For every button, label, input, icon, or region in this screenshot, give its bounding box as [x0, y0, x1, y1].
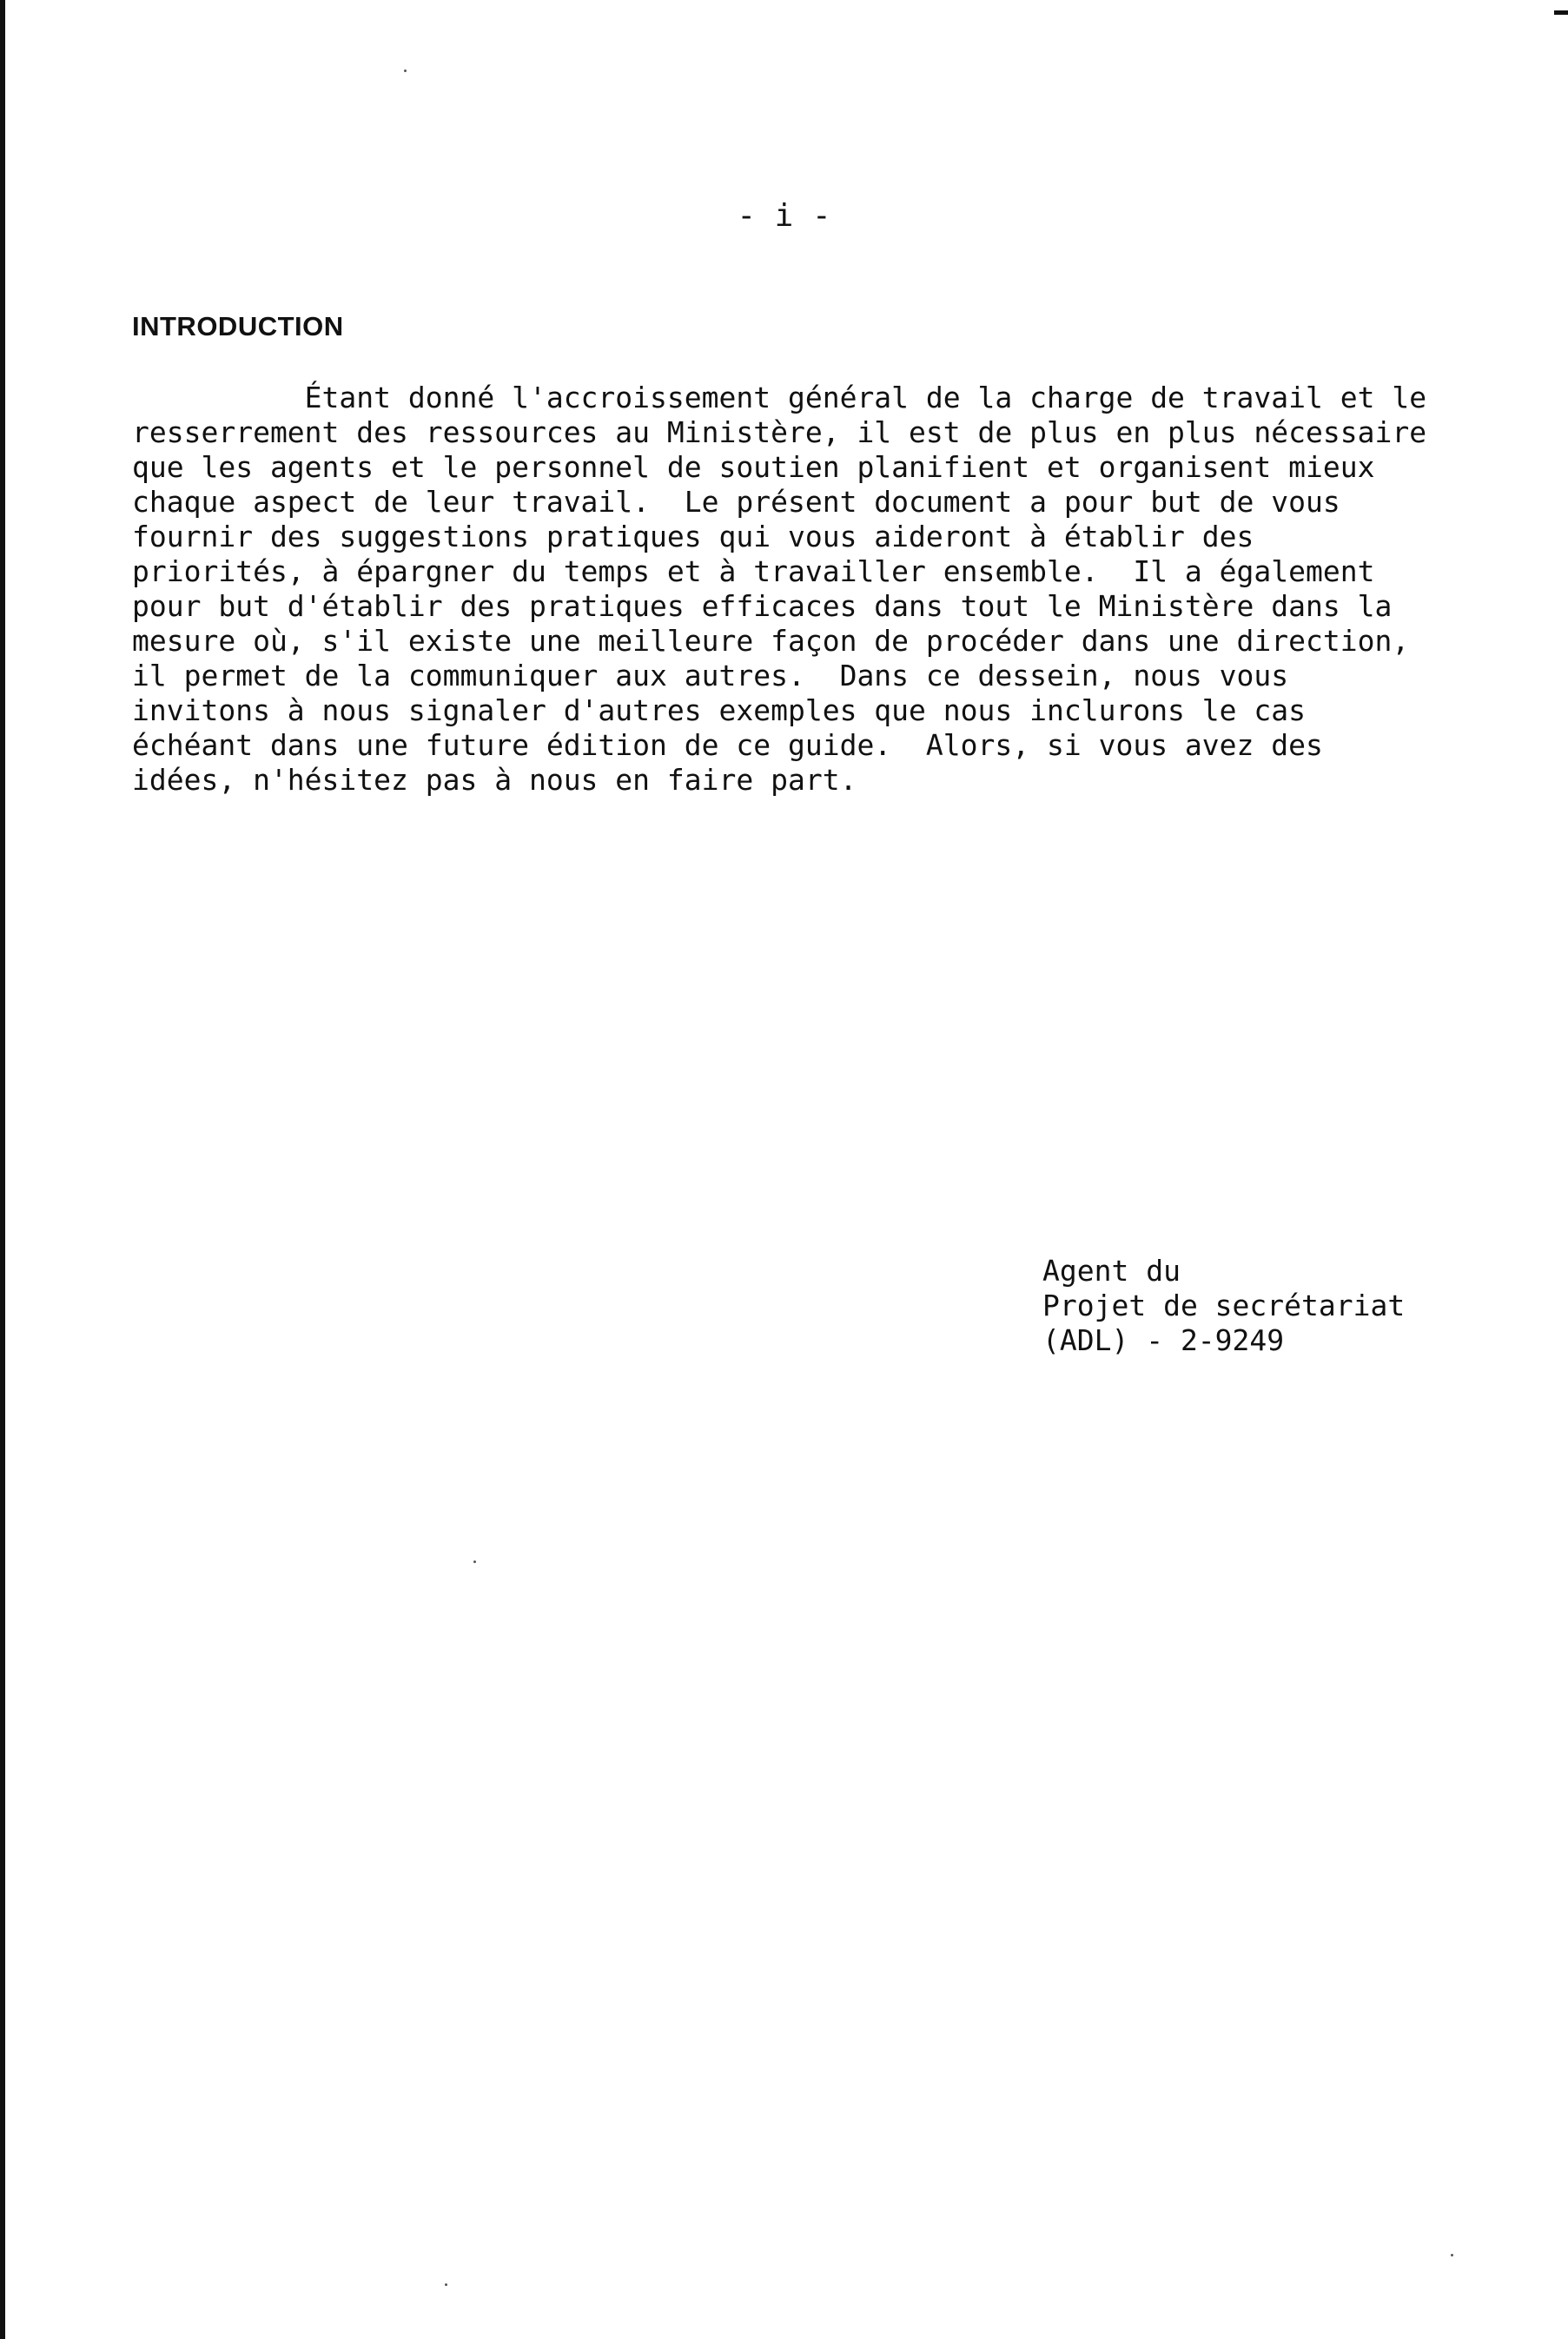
paragraph-line: resserrement des ressources au Ministère, il est de plus en plus nécessaire: [132, 415, 1427, 449]
scan-speck: [404, 70, 407, 72]
paragraph-line: mesure où, s'il existe une meilleure façon de procéder dans une direction,: [132, 624, 1410, 658]
paragraph-line: idées, n'hésitez pas à nous en faire part.: [132, 763, 857, 797]
section-heading: INTRODUCTION: [132, 311, 344, 341]
page-number: - i -: [737, 198, 831, 234]
paragraph-line: pour but d'établir des pratiques efficaces dans tout le Ministère dans la: [132, 589, 1393, 623]
scan-left-edge: [0, 0, 5, 2339]
paragraph-line: Étant donné l'accroissement général de la charge de travail et le: [132, 381, 1427, 414]
introduction-paragraph: [132, 381, 1452, 798]
paragraph-line: invitons à nous signaler d'autres exemples que nous inclurons le cas: [132, 693, 1307, 727]
paragraph-line: que les agents et le personnel de soutien planifient et organisent mieux: [132, 450, 1375, 484]
scan-speck: [445, 2283, 447, 2286]
signature-title: Agent du: [1042, 1254, 1181, 1288]
paragraph-line: priorités, à épargner du temps et à travailler ensemble. Il a également: [132, 554, 1375, 588]
paragraph-line: fournir des suggestions pratiques qui vous aideront à établir des: [132, 520, 1254, 553]
scan-corner-mark: [1554, 10, 1568, 15]
paragraph-line: chaque aspect de leur travail. Le présent document a pour but de vous: [132, 485, 1340, 519]
scan-speck: [473, 1560, 476, 1563]
signature-office: Projet de secrétariat: [1042, 1289, 1406, 1322]
paragraph-line: il permet de la communiquer aux autres. Dans ce dessein, nous vous: [132, 659, 1289, 692]
scan-speck: [1451, 2254, 1453, 2256]
paragraph-line: échéant dans une future édition de ce guide. Alors, si vous avez des: [132, 728, 1323, 762]
signature-phone: (ADL) - 2-9249: [1042, 1323, 1285, 1357]
signature-block: [1042, 1254, 1405, 1358]
